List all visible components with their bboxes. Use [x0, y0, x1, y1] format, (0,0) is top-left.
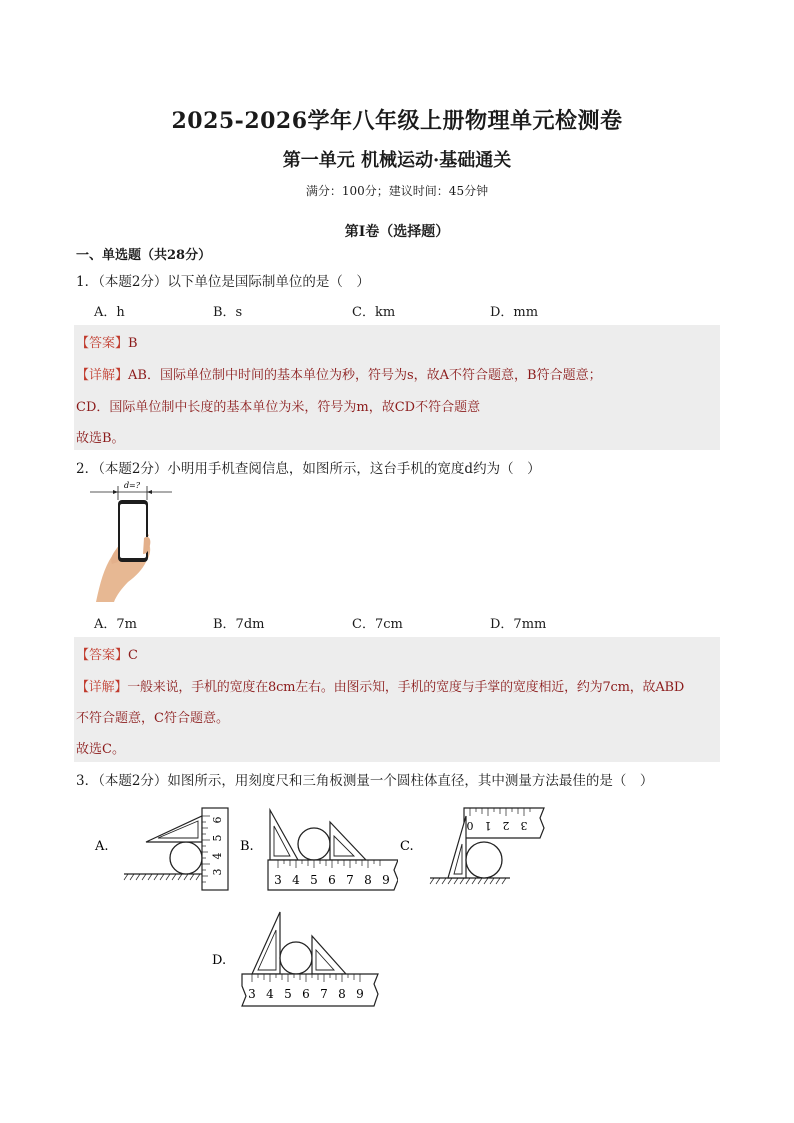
ruler-d-tick-8: 8 — [338, 987, 346, 1001]
detail-text: AB．国际单位制中时间的基本单位为秒，符号为s，故A不符合题意，B符合题意； — [128, 368, 602, 383]
ruler-d-tick-3: 3 — [248, 987, 256, 1001]
figure-b-label: B. — [240, 839, 254, 854]
question-2-detail-line-1 — [76, 676, 684, 695]
question-2-option-a: A．7m — [94, 617, 137, 632]
figure-b-measurement — [238, 796, 398, 896]
question-1-conclusion: 故选B。 — [76, 431, 125, 446]
ruler-b-tick-4: 4 — [292, 873, 300, 887]
phone-in-hand-figure — [86, 478, 176, 604]
question-2-stem: 2．（本题2分）小明用手机查阅信息，如图所示，这台手机的宽度d约为（ ） — [76, 461, 541, 477]
answer-value: B — [128, 336, 138, 351]
question-1-option-d: D．mm — [490, 305, 539, 320]
question-2-detail-line-2: 不符合题意，C符合题意。 — [76, 711, 229, 726]
ruler-b-tick-6: 6 — [328, 873, 336, 887]
question-1-option-c: C．km — [352, 305, 396, 320]
figure-c-measurement — [398, 800, 548, 890]
ruler-c-tick-0: 0 — [466, 819, 474, 832]
ruler-d-tick-7: 7 — [320, 987, 328, 1001]
answer-value: C — [128, 648, 138, 663]
width-label: d=? — [123, 481, 141, 490]
question-2-option-b: B．7dm — [213, 617, 265, 632]
question-1-option-b: B．s — [213, 305, 243, 320]
ruler-b-tick-7: 7 — [346, 873, 354, 887]
ruler-b-tick-3: 3 — [274, 873, 282, 887]
ruler-c-tick-2: 2 — [502, 819, 510, 832]
ruler-d-tick-6: 6 — [302, 987, 310, 1001]
ruler-b-tick-9: 9 — [382, 873, 390, 887]
question-1-stem: 1．（本题2分）以下单位是国际制单位的是（ ） — [76, 274, 370, 290]
question-2-option-d: D．7mm — [490, 617, 547, 632]
ruler-a-tick-5: 5 — [211, 834, 224, 842]
exam-meta: 满分：100分；建议时间：45分钟 — [305, 184, 489, 198]
figure-d-label: D. — [212, 953, 227, 968]
page-title: 2025-2026学年八年级上册物理单元检测卷 — [171, 108, 623, 134]
question-1-answer-box — [74, 325, 720, 450]
page-subtitle: 第一单元 机械运动·基础通关 — [282, 150, 512, 171]
ruler-b-tick-5: 5 — [310, 873, 318, 887]
figure-a-label: A. — [95, 839, 109, 854]
ruler-d-tick-4: 4 — [266, 987, 274, 1001]
ruler-c-tick-1: 1 — [484, 819, 492, 832]
question-2-answer — [76, 644, 138, 663]
question-2-conclusion: 故选C。 — [76, 742, 125, 757]
ruler-c-tick-3: 3 — [520, 819, 528, 832]
detail-tag: 【详解】 — [76, 368, 129, 383]
detail-tag: 【详解】 — [76, 680, 128, 695]
ruler-b-tick-8: 8 — [364, 873, 372, 887]
ruler-a-tick-6: 6 — [211, 816, 224, 824]
detail-text: 一般来说，手机的宽度在8cm左右。由图示知，手机的宽度与手掌的宽度相近，约为7cm，故ABD — [127, 680, 685, 695]
question-1-answer — [76, 332, 138, 351]
question-2-answer-box — [74, 637, 720, 762]
question-1-option-a: A．h — [94, 305, 125, 320]
ruler-a-tick-4: 4 — [211, 852, 224, 860]
figure-a-measurement — [90, 796, 240, 891]
part-title: 第Ⅰ卷（选择题） — [344, 224, 450, 240]
question-2-option-c: C．7cm — [352, 617, 403, 632]
ruler-d-tick-5: 5 — [284, 987, 292, 1001]
figure-d-measurement — [208, 906, 388, 1014]
question-1-detail-line-1 — [76, 364, 602, 383]
answer-tag: 【答案】 — [76, 336, 129, 351]
answer-tag: 【答案】 — [76, 648, 129, 663]
ruler-a-tick-3: 3 — [211, 868, 224, 876]
section-title: 一、单选题（共28分） — [76, 248, 212, 263]
ruler-d-tick-9: 9 — [356, 987, 364, 1001]
figure-c-label: C. — [400, 839, 414, 854]
question-3-stem: 3．（本题2分）如图所示，用刻度尺和三角板测量一个圆柱体直径，其中测量方法最佳的是（ ） — [76, 773, 654, 789]
question-1-detail-line-2: CD．国际单位制中长度的基本单位为米，符号为m，故CD不符合题意 — [76, 400, 481, 415]
